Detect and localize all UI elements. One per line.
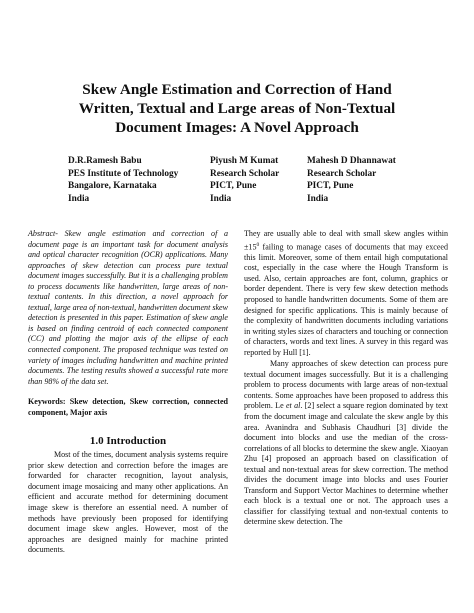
body-text: They are usually able to deal with small skew angles within ±15	[244, 229, 448, 252]
author-block	[210, 155, 279, 205]
intro-paragraph: Most of the times, document analysis systems require prior skew detection and correction before the images are forwarded for character recognition, layout analysis, document image mosaicing and many other applications. An efficient and accurate method for determining document image skew is therefore an essential need. A number of methods have previously been proposed for identifying document image skew angles. However, most of the approaches are designed mainly for machine printed documents.	[28, 450, 228, 555]
author-affiliation: Research Scholar	[307, 168, 377, 179]
superscript: 0	[256, 241, 260, 248]
title-line: Skew Angle Estimation and Correction of Hand	[82, 81, 392, 98]
title-line: Written, Textual and Large areas of Non-Textual	[78, 100, 396, 117]
author-block	[68, 155, 178, 205]
body-paragraph	[244, 359, 448, 528]
left-column	[28, 229, 228, 556]
author-location: PICT, Pune	[307, 181, 354, 191]
author-name: D.R.Ramesh Babu	[68, 156, 142, 166]
abstract-label: Abstract-	[28, 229, 58, 238]
body-text: . [2] select a square region dominated by text from the document image and calculate the skew angle by this area. Avanindra and Subhasis Chaudhuri [3] divide the document into blocks and use the median of the cross-correlations of all blocks to determine the skew angle. Xiaoyan Zhu [4] proposed an approach based on classification of textual and non-textual areas for skew correction. The method divides the document image into blocks and uses Fourier Transform and Support Vector Machines to determine whether each block is a textual one or not. The approach uses a classifier for classifying textual and non-textual contents to determine skew detection. The	[244, 401, 448, 527]
author-affiliation: Research Scholar	[210, 168, 280, 179]
paper-title	[40, 80, 434, 137]
title-line: Document Images: A Novel Approach	[115, 119, 359, 136]
body-paragraph	[244, 229, 448, 358]
author-name: Mahesh D Dhannawat	[307, 156, 396, 166]
abstract-text: Skew angle estimation and correction of a document page is an important task for document analysis and optical character recognition (OCR) applications. Many approaches of skew detection can process pure textual document images successfully. But it is a challenging problem to process documents like handwritten, large areas of non-textual contents. In this direction, a novel approach for textual, large area of non-textual, handwritten document skew detection is presented in this paper. Estimation of skew angle is based on finding centroid of each connected component (CC) and plotting the major axis of the ellipse of each connected component. The proposed technique was tested on variety of images including handwritten and machine printed documents. The testing results showed a successful rate more than 98% of the data set.	[28, 229, 228, 386]
author-country: India	[68, 193, 90, 204]
italic-text: et al	[285, 401, 301, 411]
author-affiliation: PES Institute of Technology	[68, 168, 179, 179]
author-country: India	[307, 193, 329, 204]
body-text: Many approaches of skew detection can process pure textual document images successfully. But it is a challenging problem to process documents with large areas of non-textual contents. Some approaches have been proposed to address this problem. Le	[244, 359, 448, 411]
right-column	[244, 229, 448, 528]
abstract	[28, 229, 228, 387]
author-block	[307, 155, 396, 205]
author-name: Piyush M Kumat	[210, 156, 279, 166]
author-location: PICT, Pune	[210, 181, 257, 191]
keywords-label: Keywords:	[28, 397, 66, 407]
author-location: Bangalore, Karnataka	[68, 181, 157, 191]
body-text: failing to manage cases of documents that may exceed this limit. Moreover, some of them entail high computational cost, especially in the case where the Hough Transform is used. Also, certain approaches are font, column, graphics or border dependent. There is very few skew detection methods proposed to handle handwritten documents. Some of them are designed for specific applications. This is mainly because of the complexity of handwritten documents including variations in writing styles sizes of characters and touching or connection of characters, words and text lines. A survey in this regard was reported by Hull [1].	[244, 242, 448, 357]
keywords-text: Skew detection, Skew correction, connected component, Major axis	[28, 397, 228, 417]
author-country: India	[210, 193, 232, 204]
keywords	[28, 397, 228, 418]
section-heading: 1.0 Introduction	[89, 435, 167, 448]
